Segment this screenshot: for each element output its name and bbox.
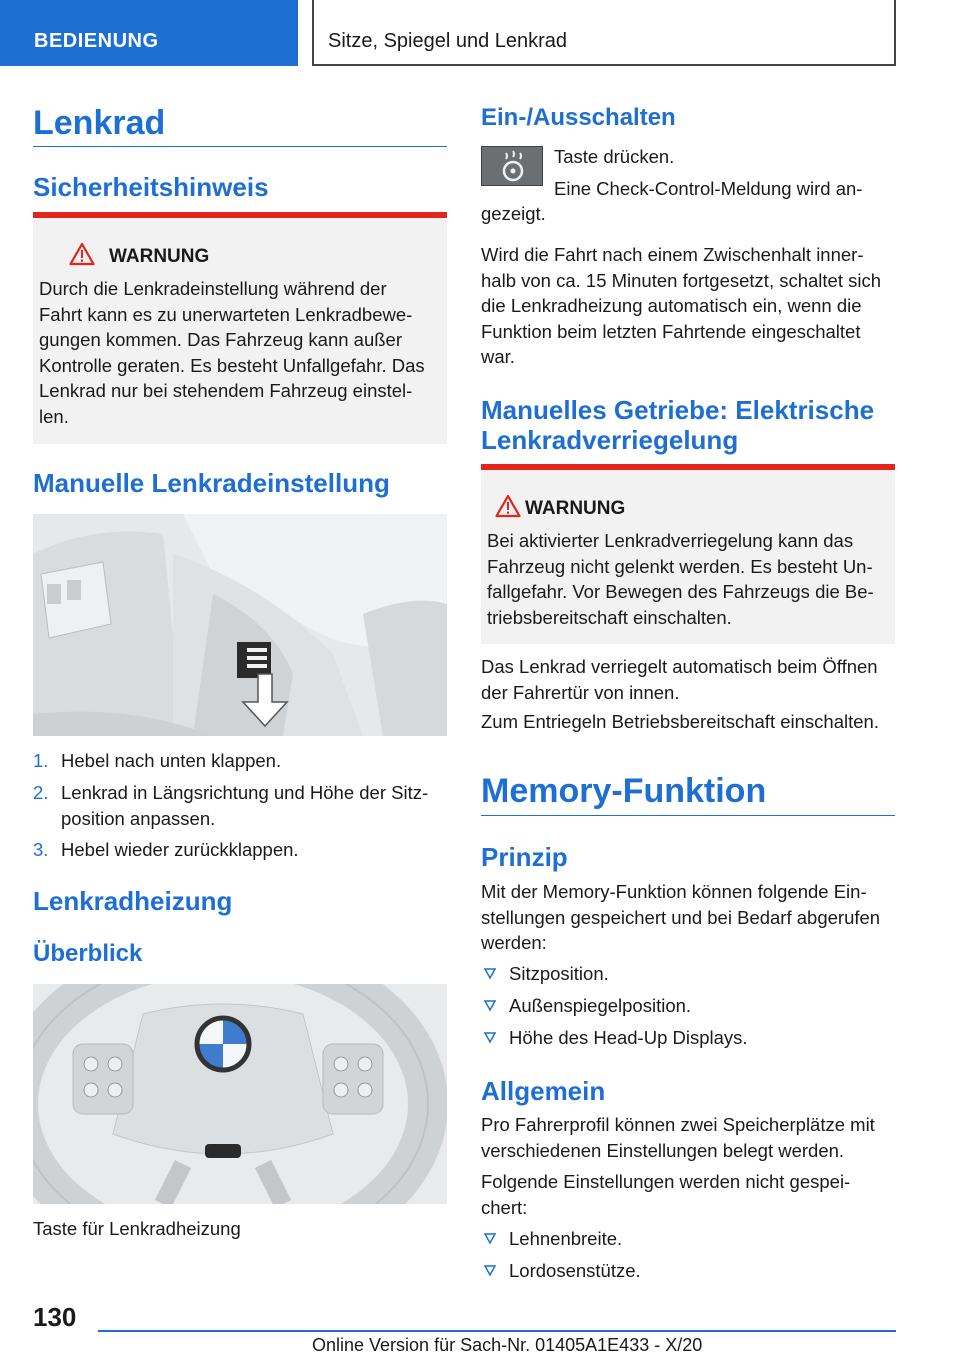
page-number: 130 (33, 1302, 77, 1332)
bullet-triangle-icon (483, 1231, 497, 1245)
bullet-triangle-icon (483, 1263, 497, 1277)
steering-wheel-illustration (33, 984, 447, 1204)
memory-title: Memory-Funktion (481, 772, 767, 810)
list-item: Lordosenstütze. (481, 1258, 895, 1284)
warning-box-steering (33, 212, 447, 444)
memory-rule (481, 815, 895, 816)
warning-triangle-icon (495, 494, 521, 518)
section-tab: BEDIENUNG (0, 0, 298, 66)
lock-heading: Manuelles Getriebe: Elektrische Lenkradverriegelung (481, 395, 875, 455)
title-rule (33, 146, 447, 147)
heating-heading: Lenkradheizung (33, 886, 233, 916)
steering-column-illustration (33, 514, 447, 736)
bullet-triangle-icon (483, 1030, 497, 1044)
check-control-text: Eine Check-Control-Meldung wird an- (554, 178, 863, 199)
unlock-paragraph: Zum Entriegeln Betriebsbereitschaft einschalten. (481, 711, 879, 732)
lock-paragraph: Das Lenkrad verriegelt automatisch beim Öffnen der Fahrertür von innen. (481, 656, 878, 703)
footer-version: Online Version für Sach-Nr. 01405A1E433 - X/20 (312, 1335, 703, 1355)
general-paragraph: Pro Fahrerprofil können zwei Speicherplätze mit verschiedenen Einstellungen belegt werden. (481, 1114, 875, 1161)
check-control-text-cont: gezeigt. (481, 203, 546, 224)
warning-text: Bei aktivierter Lenkradverriegelung kann das Fahrzeug nicht gelenkt werden. Es besteht Un- fallgefahr. Vor Bewegen des Fahrzeugs die Be- triebsbereitschaft einschalten. (487, 530, 874, 628)
principle-heading: Prinzip (481, 842, 568, 872)
warning-triangle-icon (69, 242, 95, 266)
list-item: 1. Hebel nach unten klappen. (33, 750, 282, 771)
manual-adjust-heading: Manuelle Lenkradeinstellung (33, 468, 390, 498)
list-item: Lehnenbreite. (481, 1226, 895, 1252)
list-item: Sitzposition. (481, 961, 895, 987)
onoff-heading: Ein-/Ausschalten (481, 104, 676, 131)
warning-label: WARNUNG (109, 246, 210, 267)
safety-heading: Sicherheitshinweis (33, 172, 269, 202)
lever-illustration (33, 514, 447, 736)
warning-box-lock (481, 464, 895, 644)
principle-paragraph: Mit der Memory-Funktion können folgende Ein- stellungen gespeichert und bei Bedarf abgerufen werden: (481, 881, 881, 953)
list-item: 3. Hebel wieder zurückklappen. (33, 839, 299, 860)
figure-caption: Taste für Lenkradheizung (33, 1218, 241, 1239)
overview-heading: Überblick (33, 940, 143, 967)
bullet-triangle-icon (483, 998, 497, 1012)
steering-wheel-drawing (33, 984, 447, 1204)
warning-text: Durch die Lenkradeinstellung während der Fahrt kann es zu unerwarteten Lenkradbewe- gungen kommen. Das Fahrzeug kann außer Kontrolle geraten. Es besteht Unfallgefahr. Das Lenkrad nur bei stehendem Fahrzeug einstel- len. (39, 278, 425, 427)
list-item: 2. Lenkrad in Längsrichtung und Höhe der Sitz- position anpassen. (33, 782, 429, 829)
footer-rule (98, 1330, 896, 1332)
press-button-text: Taste drücken. (554, 146, 675, 167)
auto-on-paragraph: Wird die Fahrt nach einem Zwischenhalt inner- halb von ca. 15 Minuten fortgesetzt, schaltet sich die Lenkradheizung automatisch ein, wenn die Funktion beim letzten Fahrtende eingeschaltet war. (481, 244, 882, 367)
chapter-title: Sitze, Spiegel und Lenkrad (312, 0, 896, 66)
not-saved-paragraph: Folgende Einstellungen werden nicht gespei- chert: (481, 1171, 851, 1218)
list-item: Außenspiegelposition. (481, 993, 895, 1019)
heating-button-icon (481, 146, 543, 186)
general-heading: Allgemein (481, 1076, 606, 1106)
page-title: Lenkrad (33, 104, 166, 142)
bullet-triangle-icon (483, 966, 497, 980)
list-item: Höhe des Head-Up Displays. (481, 1025, 895, 1051)
warning-label: WARNUNG (525, 498, 626, 519)
